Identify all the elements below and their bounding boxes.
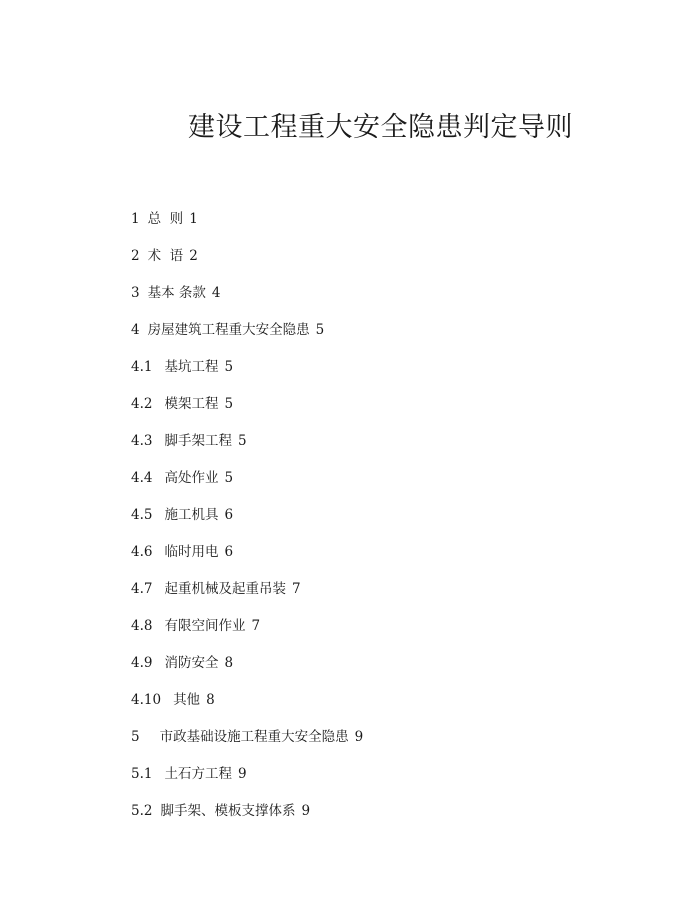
toc-entry[interactable] bbox=[131, 356, 363, 393]
document-title: 建设工程重大安全隐患判定导则 bbox=[188, 112, 573, 143]
toc-page-number: 8 bbox=[206, 692, 215, 708]
toc-number: 4.2 bbox=[131, 396, 153, 412]
toc-entry[interactable] bbox=[131, 319, 363, 356]
toc-number: 4.6 bbox=[131, 544, 153, 560]
toc-page-number: 7 bbox=[251, 618, 261, 634]
toc-text: 施工机具 bbox=[164, 507, 219, 523]
toc-page-number: 5 bbox=[224, 396, 234, 412]
toc-text: 模架工程 bbox=[164, 396, 219, 412]
toc-text: 脚手架、模板支撑体系 bbox=[160, 803, 296, 819]
toc-page-number: 5 bbox=[237, 433, 247, 449]
toc-number: 4.9 bbox=[131, 655, 153, 671]
toc-number: 3 bbox=[131, 285, 140, 301]
toc-entry[interactable] bbox=[131, 504, 363, 541]
toc-number: 5.2 bbox=[131, 803, 153, 819]
toc-entry[interactable] bbox=[131, 726, 363, 763]
toc-number: 4.1 bbox=[131, 359, 153, 375]
toc-number: 4.10 bbox=[131, 692, 162, 708]
toc-entry[interactable] bbox=[131, 467, 363, 504]
toc-page-number: 6 bbox=[224, 544, 234, 560]
toc-text: 消防安全 bbox=[164, 655, 219, 671]
toc-entry[interactable] bbox=[131, 541, 363, 578]
toc-number: 4.5 bbox=[131, 507, 153, 523]
toc-entry[interactable] bbox=[131, 689, 363, 726]
toc-text: 临时用电 bbox=[164, 544, 219, 560]
toc-text: 房屋建筑工程重大安全隐患 bbox=[147, 322, 310, 338]
toc-text: 其他 bbox=[173, 692, 201, 708]
toc-number: 4.8 bbox=[131, 618, 153, 634]
toc-entry[interactable] bbox=[131, 208, 363, 245]
toc-number: 4.3 bbox=[131, 433, 153, 449]
toc-text: 脚手架工程 bbox=[164, 433, 232, 449]
toc-entry[interactable] bbox=[131, 800, 363, 837]
toc-entry[interactable] bbox=[131, 652, 363, 689]
toc-text: 起重机械及起重吊装 bbox=[164, 581, 286, 597]
toc-page-number: 9 bbox=[301, 803, 311, 819]
toc-number: 1 bbox=[131, 211, 140, 227]
toc-page-number: 7 bbox=[291, 581, 301, 597]
table-of-contents bbox=[131, 208, 363, 837]
toc-page-number: 8 bbox=[224, 655, 234, 671]
toc-number: 4.4 bbox=[131, 470, 153, 486]
toc-page-number: 1 bbox=[189, 211, 198, 227]
toc-text: 基本 条款 bbox=[147, 285, 206, 301]
toc-text: 基坑工程 bbox=[164, 359, 219, 375]
toc-entry[interactable] bbox=[131, 245, 363, 282]
toc-page-number: 6 bbox=[224, 507, 234, 523]
toc-entry[interactable] bbox=[131, 615, 363, 652]
toc-entry[interactable] bbox=[131, 393, 363, 430]
toc-entry[interactable] bbox=[131, 578, 363, 615]
toc-number: 4.7 bbox=[131, 581, 153, 597]
toc-page-number: 5 bbox=[224, 359, 234, 375]
toc-number: 4 bbox=[131, 322, 140, 338]
toc-page-number: 4 bbox=[211, 285, 221, 301]
toc-page-number: 2 bbox=[189, 248, 198, 264]
toc-text: 高处作业 bbox=[164, 470, 219, 486]
toc-entry[interactable] bbox=[131, 763, 363, 800]
toc-text: 土石方工程 bbox=[164, 766, 232, 782]
toc-number: 2 bbox=[131, 248, 140, 264]
toc-entry[interactable] bbox=[131, 430, 363, 467]
toc-number: 5.1 bbox=[131, 766, 153, 782]
toc-text: 术 语 bbox=[147, 248, 184, 264]
toc-page-number: 9 bbox=[354, 729, 364, 745]
toc-text: 有限空间作业 bbox=[164, 618, 246, 634]
toc-page-number: 9 bbox=[237, 766, 247, 782]
toc-page-number: 5 bbox=[224, 470, 234, 486]
toc-entry[interactable] bbox=[131, 282, 363, 319]
toc-text: 总 则 bbox=[147, 211, 184, 227]
toc-page-number: 5 bbox=[315, 322, 325, 338]
toc-number: 5 bbox=[131, 729, 140, 745]
toc-text: 市政基础设施工程重大安全隐患 bbox=[159, 729, 349, 745]
